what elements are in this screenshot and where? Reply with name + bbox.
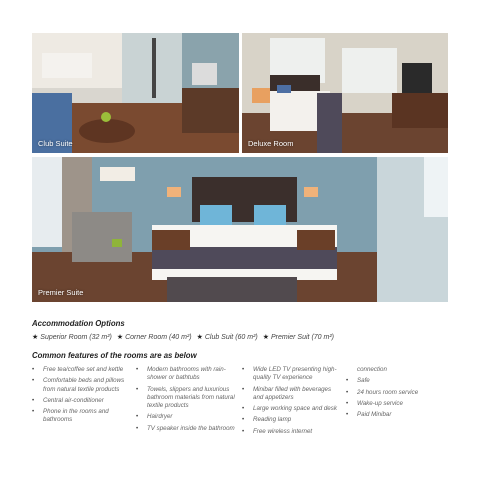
- features-heading: Common features of the rooms are as below: [32, 351, 197, 360]
- feature-item: • Wide LED TV presenting high-quality TV experience: [242, 366, 342, 383]
- star-icon: ★: [116, 334, 124, 341]
- room-option: Superior Room (32 m²): [40, 334, 112, 341]
- feature-item: • Paid Minibar: [346, 411, 446, 419]
- feature-item: • Reading lamp: [242, 416, 342, 424]
- premier-suite-photo: [32, 157, 448, 302]
- features-column-4: [346, 366, 446, 422]
- deluxe-room-photo: [242, 33, 448, 153]
- star-icon: ★: [32, 334, 39, 341]
- room-option: Premier Suit (70 m²): [270, 334, 334, 341]
- club-suite-photo: [32, 33, 239, 153]
- feature-item: • Hairdryer: [136, 413, 240, 421]
- room-option: Corner Room (40 m²): [125, 334, 192, 341]
- feature-item: • Minibar filled with beverages and appetizers: [242, 386, 342, 403]
- feature-item: • Large working space and desk: [242, 405, 342, 413]
- star-icon: ★: [196, 334, 203, 341]
- features-column-3: [242, 366, 342, 439]
- feature-item: • Free tea/coffee set and kettle: [32, 366, 128, 374]
- feature-item: • Modern bathrooms with rain-shower or bathtubs: [136, 366, 240, 383]
- features-column-2: [136, 366, 240, 436]
- room-options-list: [32, 333, 337, 341]
- feature-item: • Wake-up service: [346, 400, 446, 408]
- feature-item: • Safe: [346, 377, 446, 385]
- star-icon: ★: [262, 334, 269, 341]
- photo-caption: Deluxe Room: [248, 139, 294, 148]
- features-column-1: [32, 366, 128, 428]
- photo-caption: Premier Suite: [38, 288, 84, 297]
- feature-item: • Towels, slippers and luxurious bathroom materials from natural textile products: [136, 386, 240, 411]
- feature-item: • Phone in the rooms and bathrooms: [32, 408, 128, 425]
- feature-item: • Central air-conditioner: [32, 397, 128, 405]
- feature-item: • 24 hours room service: [346, 389, 446, 397]
- feature-item: • Comfortable beds and pillows from natural textile products: [32, 377, 128, 394]
- feature-item-continuation: connection: [357, 366, 387, 373]
- accommodation-heading: Accommodation Options: [32, 319, 125, 328]
- feature-item: • Free wireless internet: [242, 428, 342, 436]
- room-option: Club Suit (60 m²): [204, 334, 258, 341]
- photo-caption: Club Suite: [38, 139, 73, 148]
- feature-item: • TV speaker inside the bathroom: [136, 425, 240, 433]
